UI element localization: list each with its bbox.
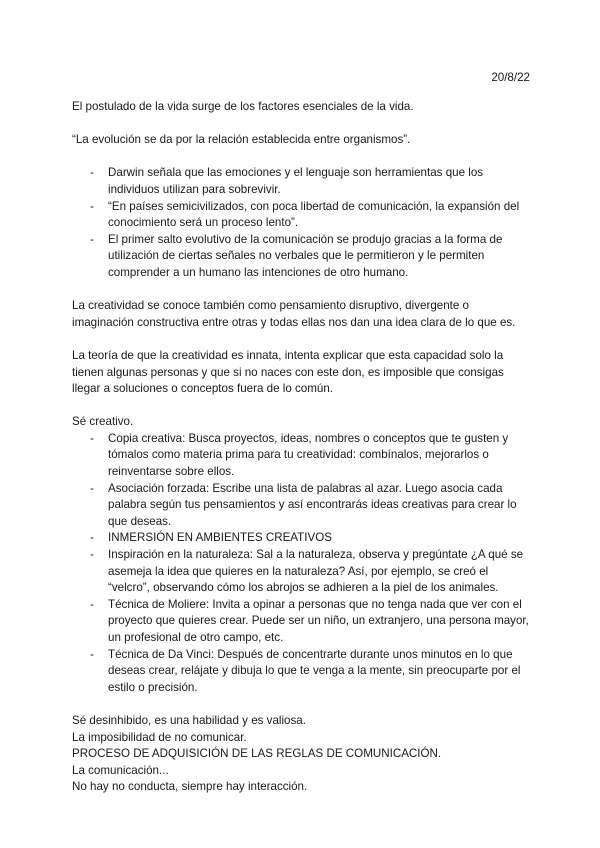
closing-line: No hay no conducta, siempre hay interacción. — [72, 780, 308, 794]
list-item: - El primer salto evolutivo de la comunicación se produjo gracias a la forma de utilización de ciertas señales no verbales que le permitieron y le permiten comprender a un humano las intenciones de otro humano. — [90, 232, 532, 282]
list-item: - “En países semicivilizados, con poca libertad de comunicación, la expansión del conocimiento será un proceso lento”. — [90, 199, 532, 232]
closing-line: La comunicación... — [72, 763, 169, 777]
list-item: - INMERSIÓN EN AMBIENTES CREATIVOS — [90, 530, 532, 547]
paragraph-evolucion-quote: “La evolución se da por la relación establecida entre organismos”. — [72, 133, 411, 147]
paragraph-postulado: El postulado de la vida surge de los factores esenciales de la vida. — [72, 100, 414, 113]
heading-se-creativo: Sé creativo. — [72, 415, 134, 429]
document-body — [72, 99, 532, 796]
closing-line: Sé desinhibido, es una habilidad y es valiosa. — [72, 713, 306, 727]
list-item: - Inspiración en la naturaleza: Sal a la naturaleza, observa y pregúntate ¿A qué se asemeja la idea que quieres en la naturaleza? Así, por ejemplo, se creó el “velcro”, observando cómo los abrojos se adhieren a la piel de los animales. — [90, 547, 532, 597]
paragraph-teoria-innata: La teoría de que la creatividad es innata, intenta explicar que esta capacidad solo la tienen algunas personas y que si no naces con este don, es imposible que consigas llegar a soluciones o conceptos fuera de lo común. — [72, 348, 504, 396]
date: 20/8/22 — [491, 71, 530, 84]
paragraph-creatividad: La creatividad se conoce también como pensamiento disruptivo, divergente o imaginación constructiva entre otras y todas ellas nos dan una idea clara de lo que es. — [72, 299, 516, 329]
list-item: - Técnica de Da Vinci: Después de concentrarte durante unos minutos en lo que deseas crear, relájate y dibuja lo que te venga a la mente, sin preocuparte por el estilo o precisión. — [90, 647, 532, 697]
closing-line: PROCESO DE ADQUISICIÓN DE LAS REGLAS DE COMUNICACIÓN. — [72, 747, 442, 761]
list-item: - Darwin señala que las emociones y el lenguaje son herramientas que los individuos utilizan para sobrevivir. — [90, 165, 532, 198]
bullet-list-comunicacion — [90, 165, 532, 281]
closing-line: La imposibilidad de no comunicar. — [72, 730, 247, 744]
bullet-list-tecnicas — [90, 431, 532, 697]
list-item: - Técnica de Moliere: Invita a opinar a personas que no tenga nada que ver con el proyecto que quieres crear. Puede ser un niño, un extranjero, una persona mayor, un profesional de otro campo, etc. — [90, 597, 532, 647]
list-item: - Asociación forzada: Escribe una lista de palabras al azar. Luego asocia cada palabra según tus pensamientos y así encontrarás ideas creativas para crear lo que deseas. — [90, 481, 532, 531]
list-item: - Copia creativa: Busca proyectos, ideas, nombres o conceptos que te gusten y tómalos como materia prima para tu creatividad: combínalos, mejorarlos o reinventarse sobre ellos. — [90, 431, 532, 481]
